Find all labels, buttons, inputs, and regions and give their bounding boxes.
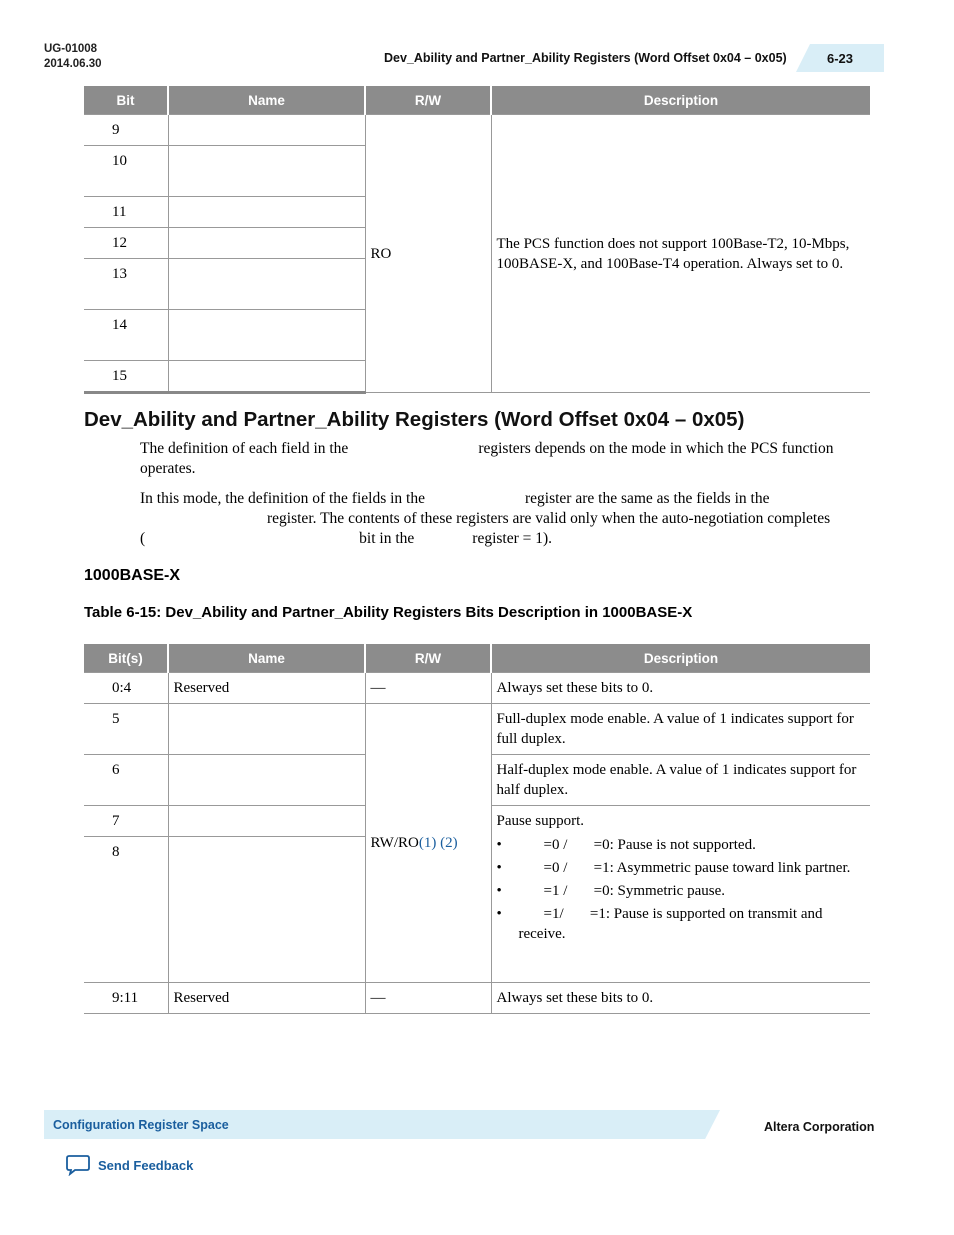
description-cell: Half-duplex mode enable. A value of 1 indicates support for half duplex.: [491, 755, 870, 806]
pause-title: Pause support.: [496, 813, 584, 829]
paragraph-text: (: [140, 530, 146, 547]
pause-item-text: =0 / =1: Asymmetric pause toward link partner.: [543, 860, 851, 876]
description-cell: Always set these bits to 0.: [491, 983, 870, 1014]
col-header-bits: Bit(s): [84, 644, 168, 673]
pause-item-text: =1 / =0: Symmetric pause.: [543, 883, 725, 899]
description-cell: The PCS function does not support 100Base-T2, 10-Mbps, 100BASE-X, and 100Base-T4 operation. Always set to 0.: [491, 115, 870, 393]
description-cell-pause: [491, 806, 870, 983]
list-item: [497, 835, 866, 855]
bit-cell: 11: [84, 197, 168, 228]
bit-cell: 14: [84, 310, 168, 361]
name-cell: Reserved: [168, 673, 365, 704]
list-item: [497, 858, 866, 878]
running-title: Dev_Ability and Partner_Ability Registers (Word Offset 0x04 – 0x05): [384, 51, 787, 65]
bit-cell: 5: [84, 704, 168, 755]
list-item: [497, 881, 866, 901]
table-caption: Table 6-15: Dev_Ability and Partner_Ability Registers Bits Description in 1000BASE-X: [84, 604, 693, 621]
send-feedback-label: Send Feedback: [98, 1157, 194, 1173]
table-row: [84, 115, 870, 146]
bit-cell: 9:11: [84, 983, 168, 1014]
name-cell: [168, 146, 365, 197]
table-header-row: [84, 86, 870, 115]
footnote-link-1[interactable]: (1): [418, 835, 437, 851]
bit-cell: 13: [84, 259, 168, 310]
table-header-row: [84, 644, 870, 673]
bit-cell: 9: [84, 115, 168, 146]
bit-cell: 12: [84, 228, 168, 259]
page-number: 6-23: [796, 44, 884, 72]
list-item: [497, 904, 866, 944]
paragraph-mode-intro: [140, 439, 870, 479]
name-cell: [168, 259, 365, 310]
col-header-name: Name: [168, 644, 365, 673]
name-cell: [168, 806, 365, 837]
paragraph-register-fields: [140, 489, 870, 549]
description-cell: Full-duplex mode enable. A value of 1 indicates support for full duplex.: [491, 704, 870, 755]
bit-cell: 15: [84, 361, 168, 393]
col-header-name: Name: [168, 86, 365, 115]
paragraph-text: operates.: [140, 460, 196, 477]
footer-company: Altera Corporation: [764, 1120, 875, 1134]
name-cell: [168, 755, 365, 806]
table-row: [84, 673, 870, 704]
name-cell: [168, 228, 365, 259]
col-header-description: Description: [491, 86, 870, 115]
send-feedback-link[interactable]: [66, 1154, 193, 1176]
paragraph-text: register = 1).: [472, 530, 553, 547]
name-cell: [168, 197, 365, 228]
speech-bubble-icon: [66, 1154, 90, 1176]
document-id: [44, 42, 102, 72]
doc-id: UG-01008: [44, 43, 98, 55]
doc-date: 2014.06.30: [44, 58, 102, 70]
pause-item-text: =0 / =0: Pause is not supported.: [543, 837, 756, 853]
pause-list: [497, 835, 866, 944]
rw-cell: —: [365, 983, 491, 1014]
col-header-rw: R/W: [365, 86, 491, 115]
bit-cell: 0:4: [84, 673, 168, 704]
paragraph-text: registers depends on the mode in which the PCS function: [478, 440, 834, 457]
rw-cell: RO: [365, 115, 491, 393]
name-cell: Reserved: [168, 983, 365, 1014]
col-header-rw: R/W: [365, 644, 491, 673]
paragraph-text: In this mode, the definition of the fields in the: [140, 490, 425, 507]
paragraph-text: register are the same as the fields in the: [524, 490, 770, 507]
name-cell: [168, 361, 365, 393]
section-title: Dev_Ability and Partner_Ability Registers (Word Offset 0x04 – 0x05): [84, 408, 745, 431]
table-row: [84, 704, 870, 755]
bit-cell: 6: [84, 755, 168, 806]
subsection-title: 1000BASE-X: [84, 567, 181, 584]
name-cell: [168, 837, 365, 983]
register-table-continued: [84, 86, 870, 394]
table-row: [84, 983, 870, 1014]
register-bits-table: [84, 644, 870, 1014]
footer-section-link[interactable]: Configuration Register Space: [53, 1118, 229, 1132]
paragraph-text: The definition of each field in the: [140, 440, 349, 457]
rw-cell: —: [365, 673, 491, 704]
name-cell: [168, 310, 365, 361]
bit-cell: 7: [84, 806, 168, 837]
col-header-description: Description: [491, 644, 870, 673]
bit-cell: 10: [84, 146, 168, 197]
name-cell: [168, 115, 365, 146]
name-cell: [168, 704, 365, 755]
bit-cell: 8: [84, 837, 168, 983]
paragraph-text: bit in the: [359, 530, 415, 547]
pause-item-text: =1/ =1: Pause is supported on transmit and receive.: [518, 906, 827, 942]
paragraph-text: register. The contents of these registers are valid only when the auto-negotiation completes: [267, 510, 831, 527]
rw-cell: [365, 704, 491, 983]
footnote-link-2[interactable]: (2): [440, 835, 458, 851]
page-tab-corner: [796, 44, 810, 72]
rw-value: RW/RO: [370, 835, 419, 851]
col-header-bit: Bit: [84, 86, 168, 115]
description-cell: Always set these bits to 0.: [491, 673, 870, 704]
